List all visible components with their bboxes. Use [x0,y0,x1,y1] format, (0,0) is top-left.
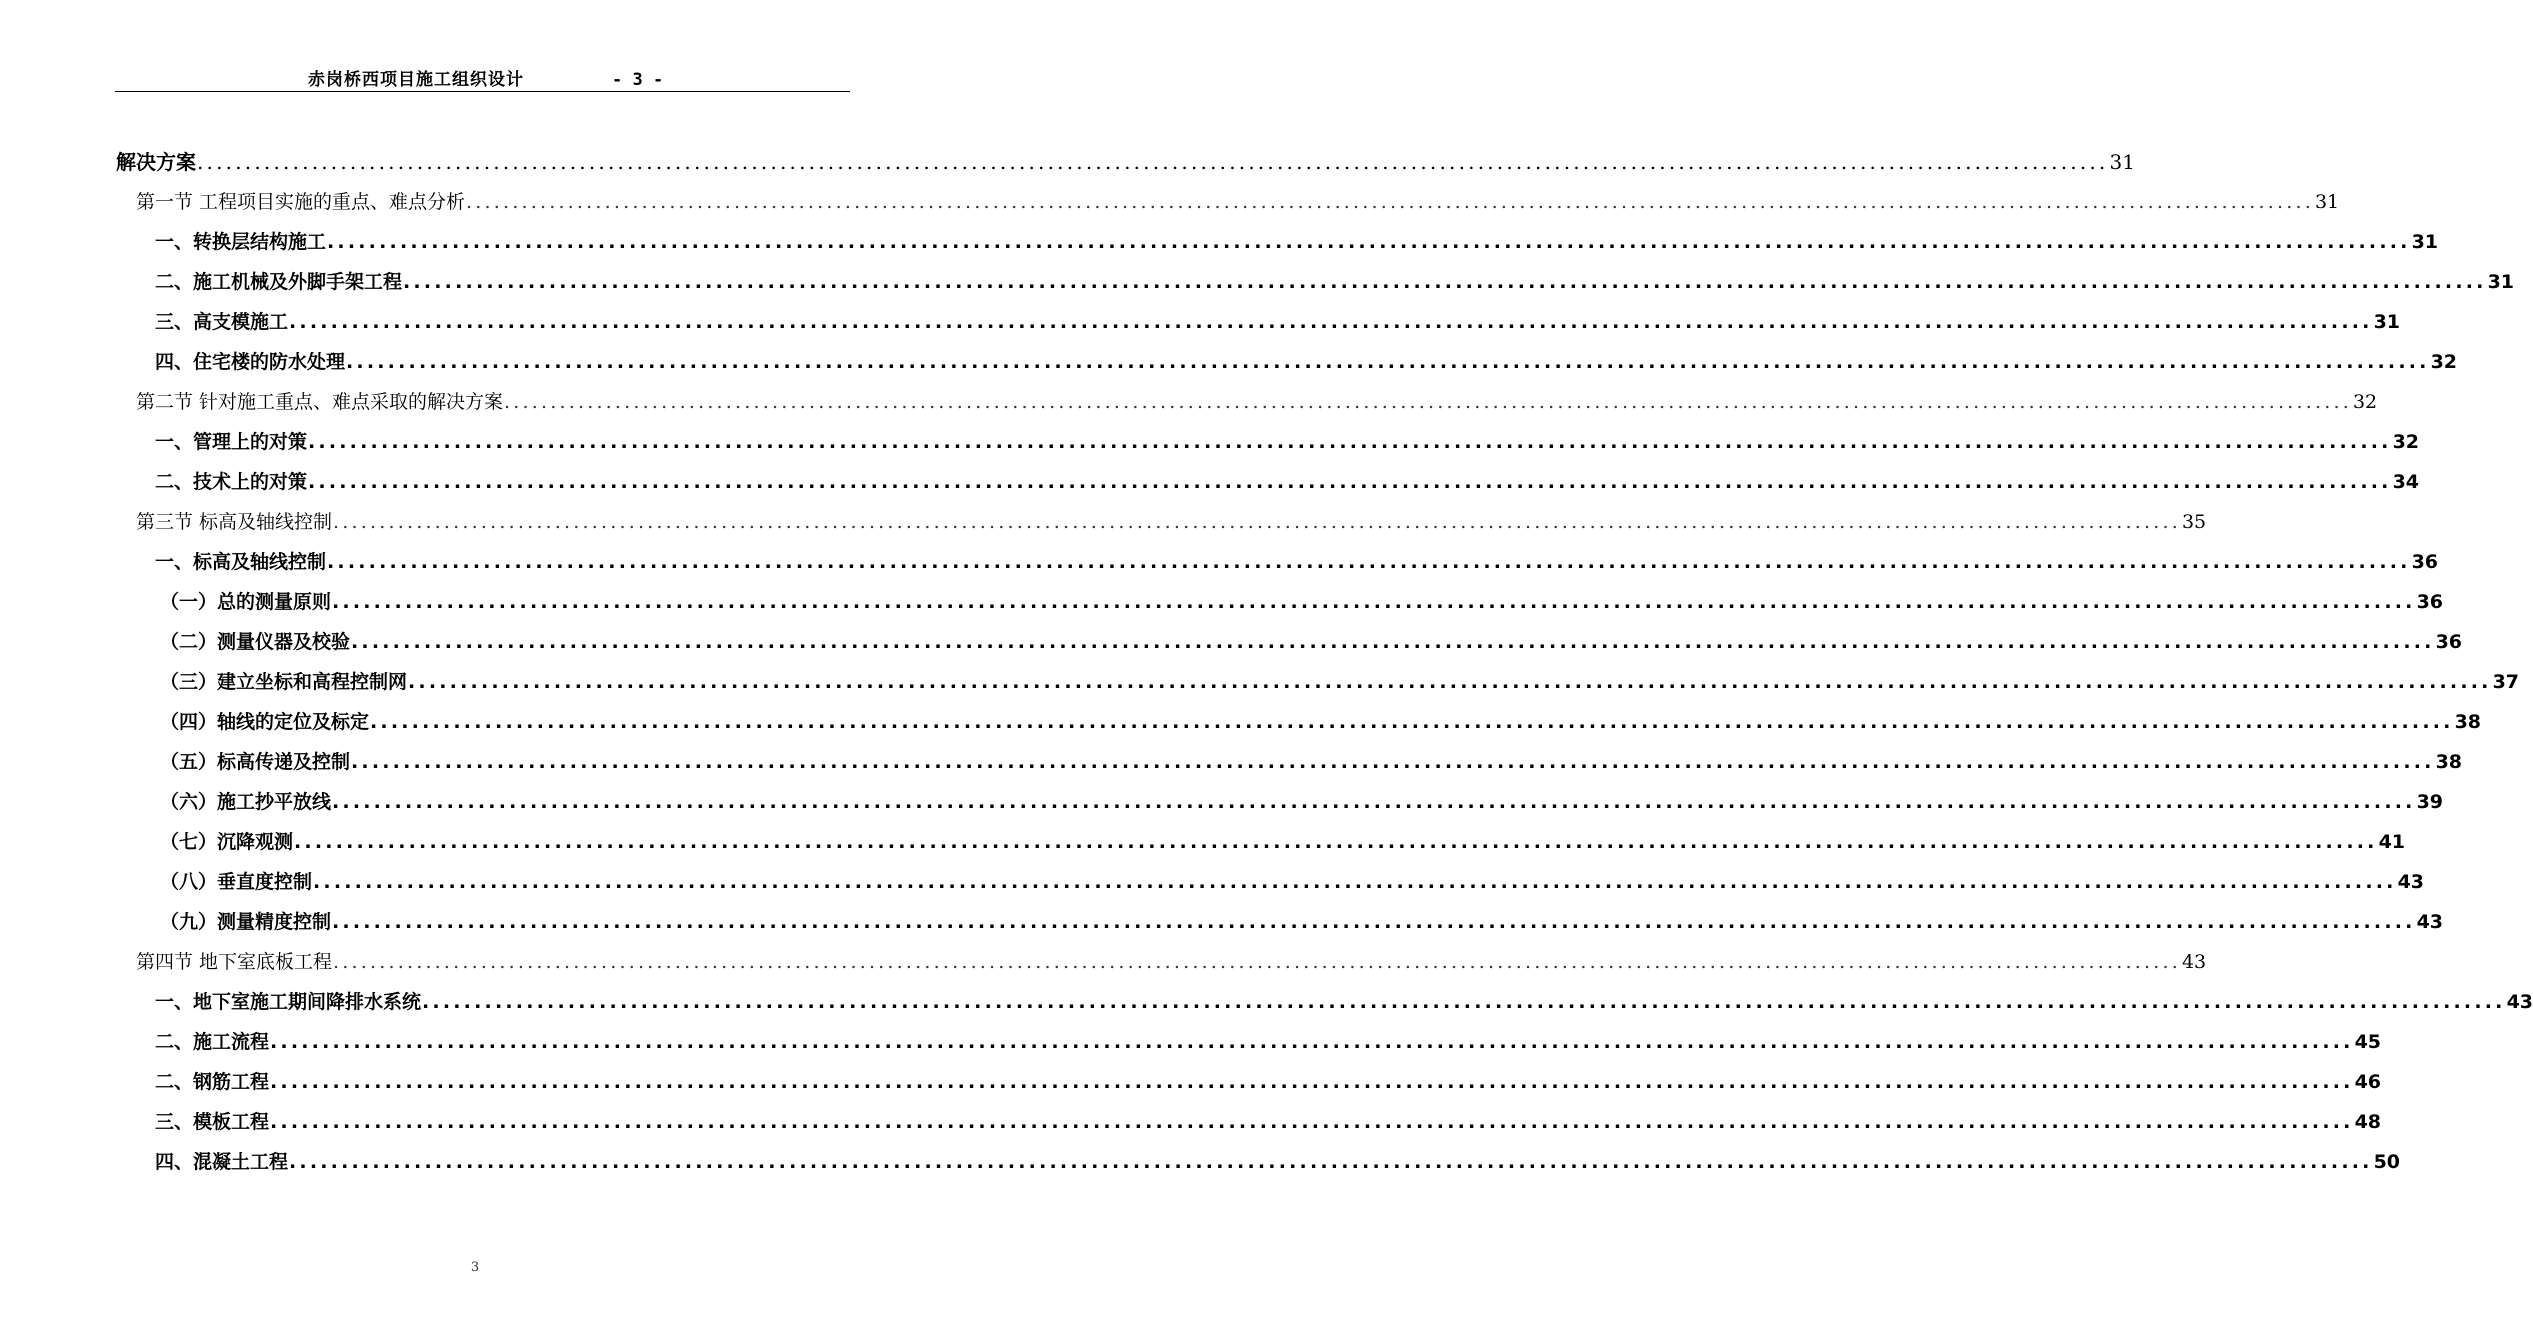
toc-dot-leader: ........................................................................................................................................................................................................ [333,951,2181,973]
toc-dot-leader: ........................................................................................................................................................................................................ [294,831,2378,853]
toc-entry-label: 一、标高及轴线控制 [155,551,327,573]
toc-entry-label: 四、住宅楼的防水处理 [155,351,346,373]
toc-entry-label: （六）施工抄平放线 [160,791,332,813]
header-page-marker: - 3 - [612,70,664,90]
toc-entry-page-number: 43 [2397,871,2425,893]
toc-entry[interactable] [160,822,2406,862]
toc-entry[interactable] [155,1142,2401,1182]
toc-dot-leader: ........................................................................................................................................................................................................ [308,431,2392,453]
page-header [0,66,950,94]
toc-entry-page-number: 31 [2314,191,2340,213]
toc-entry-label: （七）沉降观测 [160,831,294,853]
toc-entry[interactable] [160,702,2482,742]
toc-entry[interactable] [136,182,2340,222]
toc-entry[interactable] [160,862,2425,902]
toc-entry[interactable] [160,782,2444,822]
toc-dot-leader: ........................................................................................................................................................................................................ [332,911,2416,933]
toc-dot-leader: ........................................................................................................................................................................................................ [408,671,2492,693]
toc-entry[interactable] [155,542,2439,582]
toc-dot-leader: ........................................................................................................................................................................................................ [466,191,2314,213]
toc-entry-label: 二、施工机械及外脚手架工程 [155,271,403,293]
toc-dot-leader: ........................................................................................................................................................................................................ [333,511,2181,533]
toc-entry-label: 四、混凝土工程 [155,1151,289,1173]
toc-dot-leader: ........................................................................................................................................................................................................ [327,231,2411,253]
toc-entry-page-number: 45 [2354,1031,2382,1053]
toc-entry[interactable] [160,622,2463,662]
toc-entry-label: 三、高支模施工 [155,311,289,333]
toc-entry[interactable] [155,982,2533,1022]
toc-entry[interactable] [155,1022,2382,1062]
toc-entry[interactable] [155,342,2458,382]
toc-entry-page-number: 36 [2411,551,2439,573]
toc-entry-page-number: 36 [2416,591,2444,613]
toc-entry[interactable] [160,582,2444,622]
toc-entry-page-number: 32 [2352,391,2378,413]
toc-entry-label: 第二节 针对施工重点、难点采取的解决方案 [136,391,504,413]
toc-entry[interactable] [155,222,2439,262]
toc-entry[interactable] [155,1102,2382,1142]
toc-entry[interactable] [136,382,2378,422]
toc-dot-leader: ........................................................................................................................................................................................................ [270,1031,2354,1053]
toc-dot-leader: ........................................................................................................................................................................................................ [332,791,2416,813]
toc-entry-label: 第四节 地下室底板工程 [136,951,333,973]
toc-entry-page-number: 32 [2392,431,2420,453]
toc-entry-page-number: 43 [2181,951,2207,973]
toc-dot-leader: ........................................................................................................................................................................................................ [289,311,2373,333]
toc-entry-page-number: 39 [2416,791,2444,813]
toc-entry-label: 三、模板工程 [155,1111,270,1133]
toc-entry[interactable] [155,302,2401,342]
toc-entry-page-number: 35 [2181,511,2207,533]
footer-page-number: 3 [470,1260,480,1275]
toc-dot-leader: ........................................................................................................................................................................................................ [370,711,2454,733]
toc-entry[interactable] [155,262,2515,302]
toc-dot-leader: ........................................................................................................................................................................................................ [270,1071,2354,1093]
toc-entry-page-number: 48 [2354,1111,2382,1133]
toc-dot-leader: ........................................................................................................................................................................................................ [327,551,2411,573]
toc-dot-leader: ........................................................................................................................................................................................................ [351,631,2435,653]
toc-entry-label: （九）测量精度控制 [160,911,332,933]
toc-entry-label: 一、地下室施工期间降排水系统 [155,991,422,1013]
toc-dot-leader: ........................................................................................................................................................................................................ [504,391,2352,413]
toc-entry-page-number: 32 [2430,351,2458,373]
document-title: 赤岗桥西项目施工组织设计 [308,70,524,90]
toc-entry-label: 第三节 标高及轴线控制 [136,511,333,533]
toc-entry-page-number: 34 [2392,471,2420,493]
toc-dot-leader: ........................................................................................................................................................................................................ [197,150,2109,174]
toc-dot-leader: ........................................................................................................................................................................................................ [346,351,2430,373]
header-divider [115,91,850,92]
toc-entry[interactable] [155,1062,2382,1102]
toc-dot-leader: ........................................................................................................................................................................................................ [289,1151,2373,1173]
toc-entry-page-number: 31 [2373,311,2401,333]
toc-entry[interactable] [136,942,2207,982]
toc-entry-label: （五）标高传递及控制 [160,751,351,773]
toc-entry[interactable] [116,142,2135,182]
toc-entry-label: （一）总的测量原则 [160,591,332,613]
toc-dot-leader: ........................................................................................................................................................................................................ [422,991,2506,1013]
toc-entry-page-number: 50 [2373,1151,2401,1173]
toc-entry-page-number: 31 [2109,150,2135,174]
toc-dot-leader: ........................................................................................................................................................................................................ [403,271,2487,293]
toc-entry[interactable] [155,422,2420,462]
toc-entry-label: （八）垂直度控制 [160,871,313,893]
toc-entry[interactable] [136,502,2207,542]
toc-entry[interactable] [155,462,2420,502]
toc-dot-leader: ........................................................................................................................................................................................................ [270,1111,2354,1133]
toc-entry[interactable] [160,662,2520,702]
toc-entry-page-number: 38 [2435,751,2463,773]
toc-entry-label: 一、转换层结构施工 [155,231,327,253]
toc-dot-leader: ........................................................................................................................................................................................................ [308,471,2392,493]
toc-entry-label: 第一节 工程项目实施的重点、难点分析 [136,191,466,213]
toc-entry-page-number: 36 [2435,631,2463,653]
toc-entry-page-number: 31 [2487,271,2515,293]
toc-entry-label: （二）测量仪器及校验 [160,631,351,653]
toc-entry-page-number: 43 [2506,991,2533,1013]
toc-entry-label: （三）建立坐标和高程控制网 [160,671,408,693]
toc-dot-leader: ........................................................................................................................................................................................................ [313,871,2397,893]
toc-entry-page-number: 37 [2492,671,2520,693]
toc-entry-label: 二、施工流程 [155,1031,270,1053]
toc-entry[interactable] [160,902,2444,942]
toc-entry-page-number: 31 [2411,231,2439,253]
toc-entry-page-number: 43 [2416,911,2444,933]
toc-entry-page-number: 41 [2378,831,2406,853]
toc-entry-page-number: 46 [2354,1071,2382,1093]
toc-dot-leader: ........................................................................................................................................................................................................ [332,591,2416,613]
toc-entry-label: （四）轴线的定位及标定 [160,711,370,733]
toc-entry-label: 二、技术上的对策 [155,471,308,493]
toc-dot-leader: ........................................................................................................................................................................................................ [351,751,2435,773]
toc-entry-page-number: 38 [2454,711,2482,733]
toc-entry-label: 二、钢筋工程 [155,1071,270,1093]
toc-entry-label: 一、管理上的对策 [155,431,308,453]
toc-entry-label: 解决方案 [116,150,196,174]
toc-entry[interactable] [160,742,2463,782]
